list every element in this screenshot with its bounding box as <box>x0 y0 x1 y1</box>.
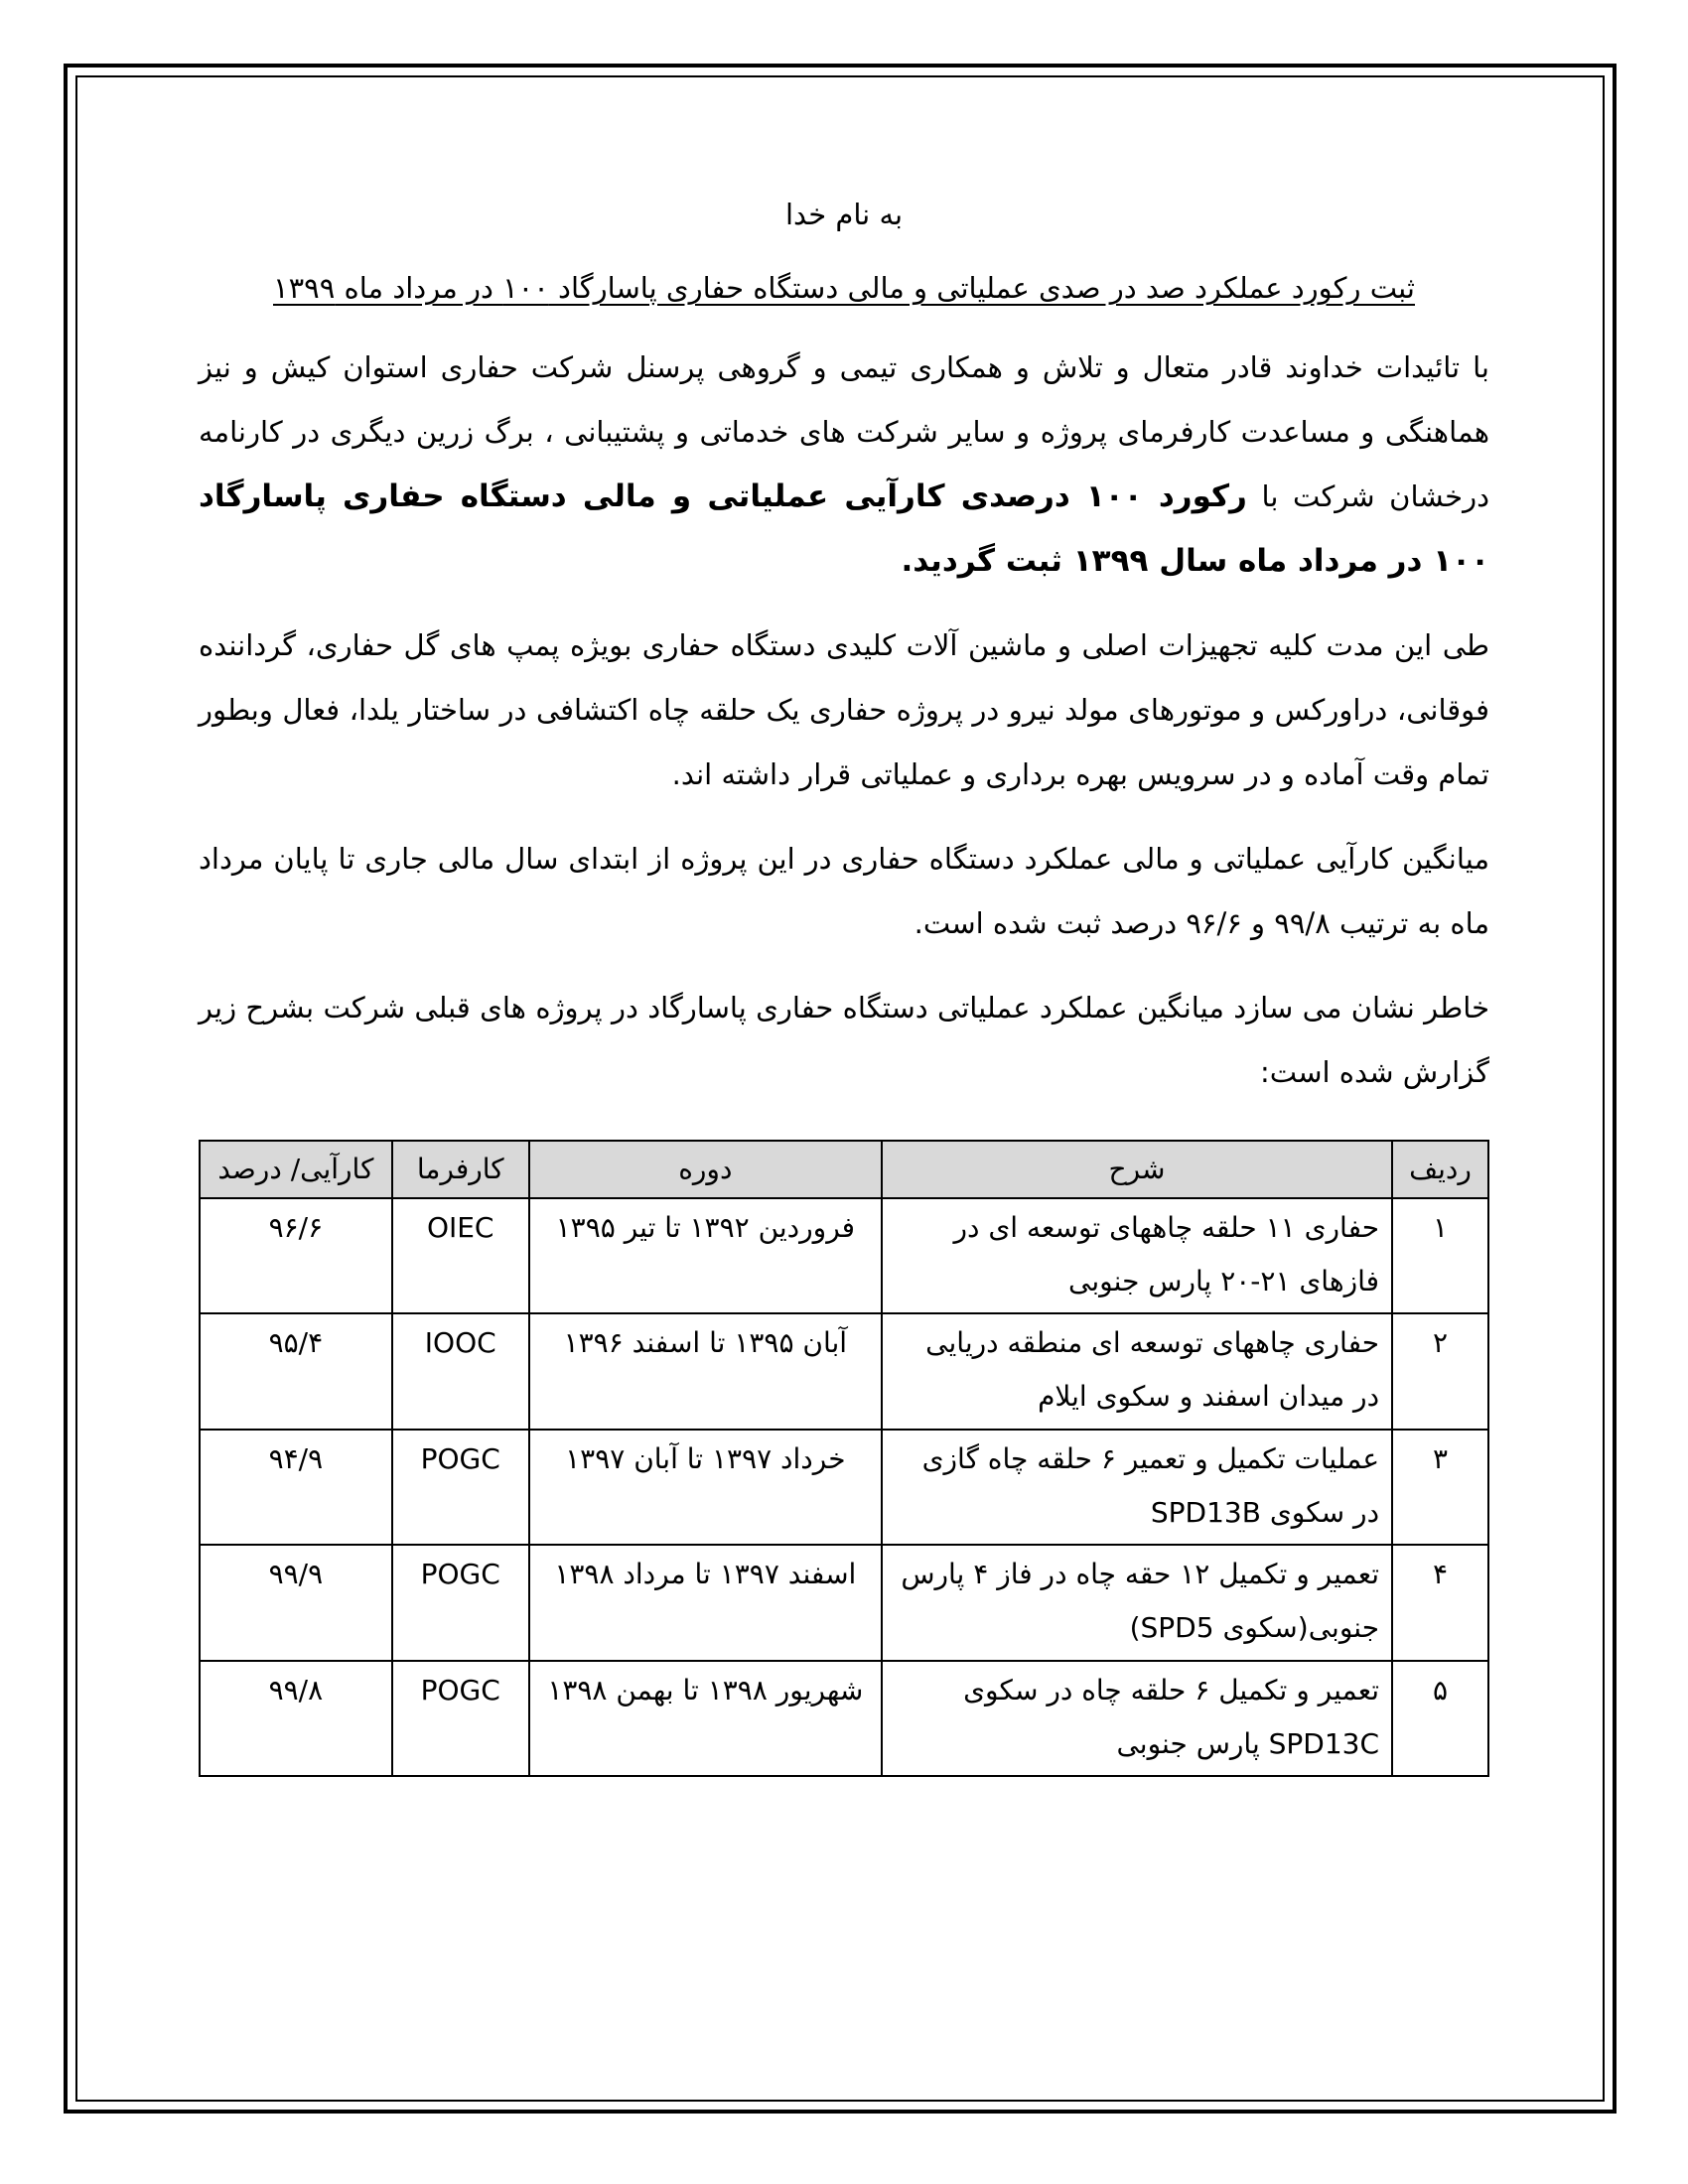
cell-period: فروردین ۱۳۹۲ تا تیر ۱۳۹۵ <box>529 1198 882 1313</box>
paragraph-intro-text: با تائیدات خداوند قادر متعال و تلاش و همکاری تیمی و گروهی پرسنل شرکت حفاری استوان کیش و نیز هماهنگی و مساعدت کارفرمای پروژه و سایر شرکت های خدماتی و پشتیبانی ، برگ زرین دیگری در کارنامه درخشان شرکت با <box>199 350 1489 513</box>
cell-client: OIEC <box>392 1198 529 1313</box>
cell-period: آبان ۱۳۹۵ تا اسفند ۱۳۹۶ <box>529 1313 882 1429</box>
cell-row-number: ۴ <box>1392 1545 1488 1660</box>
cell-row-number: ۳ <box>1392 1430 1488 1545</box>
cell-period: اسفند ۱۳۹۷ تا مرداد ۱۳۹۸ <box>529 1545 882 1660</box>
cell-performance: ۹۹/۸ <box>200 1661 392 1776</box>
cell-client: IOOC <box>392 1313 529 1429</box>
cell-row-number: ۵ <box>1392 1661 1488 1776</box>
document-title: ثبت رکورد عملکرد صد در صدی عملیاتی و مالی دستگاه حفاری پاسارگاد ۱۰۰ در مرداد ماه ۱۳۹۹ <box>273 271 1415 305</box>
table-header-row <box>200 1141 1488 1198</box>
paragraph-intro <box>199 336 1489 594</box>
cell-client: POGC <box>392 1430 529 1545</box>
cell-description: تعمیر و تکمیل ۱۲ حقه چاه در فاز ۴ پارس جنوبی(سکوی SPD5) <box>882 1545 1392 1660</box>
cell-performance: ۹۴/۹ <box>200 1430 392 1545</box>
cell-client: POGC <box>392 1661 529 1776</box>
cell-performance: ۹۵/۴ <box>200 1313 392 1429</box>
header-row-number: ردیف <box>1392 1141 1488 1198</box>
cell-description: حفاری ۱۱ حلقه چاههای توسعه ای در فازهای ۲۱-۲۰ پارس جنوبی <box>882 1198 1392 1313</box>
cell-description: عملیات تکمیل و تعمیر ۶ حلقه چاه گازی در سکوی SPD13B <box>882 1430 1392 1545</box>
cell-row-number: ۲ <box>1392 1313 1488 1429</box>
document-body <box>199 195 1489 1105</box>
cell-description: تعمیر و تکمیل ۶ حلقه چاه در سکوی SPD13C پارس جنوبی <box>882 1661 1392 1776</box>
cell-performance: ۹۹/۹ <box>200 1545 392 1660</box>
header-description: شرح <box>882 1141 1392 1198</box>
header-client: کارفرما <box>392 1141 529 1198</box>
table-row <box>200 1661 1488 1776</box>
header-performance: کارآیی/ درصد <box>200 1141 392 1198</box>
cell-client: POGC <box>392 1545 529 1660</box>
cell-period: خرداد ۱۳۹۷ تا آبان ۱۳۹۷ <box>529 1430 882 1545</box>
header-period: دوره <box>529 1141 882 1198</box>
table-row <box>200 1198 1488 1313</box>
paragraph-equipment: طی این مدت کلیه تجهیزات اصلی و ماشین آلات کلیدی دستگاه حفاری بویژه پمپ های گل حفاری، گرداننده فوقانی، دراورکس و موتورهای مولد نیرو در پروژه حفاری یک حلقه چاه اکتشافی در ساختار یلدا، فعال وبطور تمام وقت آماده و در سرویس بهره برداری و عملیاتی قرار داشته اند. <box>199 628 1489 791</box>
cell-performance: ۹۶/۶ <box>200 1198 392 1313</box>
table-row <box>200 1313 1488 1429</box>
table-row <box>200 1430 1488 1545</box>
performance-table <box>199 1140 1489 1777</box>
paragraph-average: میانگین کارآیی عملیاتی و مالی عملکرد دستگاه حفاری در این پروژه از ابتدای سال مالی جاری تا پایان مرداد ماه به ترتیب ۹۹/۸ و ۹۶/۶ درصد ثبت شده است. <box>199 842 1489 940</box>
paragraph-previous-projects: خاطر نشان می سازد میانگین عملکرد عملیاتی دستگاه حفاری پاسارگاد در پروژه های قبلی شرکت بشرح زیر گزارش شده است: <box>199 991 1489 1089</box>
subtitle-container <box>199 268 1489 308</box>
paragraph-intro-bold: رکورد ۱۰۰ درصدی کارآیی عملیاتی و مالی دستگاه حفاری پاسارگاد ۱۰۰ در مرداد ماه سال ۱۳۹۹ ثبت گردید. <box>199 478 1489 579</box>
page-heading: به نام خدا <box>784 198 904 231</box>
cell-row-number: ۱ <box>1392 1198 1488 1313</box>
cell-description: حفاری چاههای توسعه ای منطقه دریایی در میدان اسفند و سکوی ایلام <box>882 1313 1392 1429</box>
table-row <box>200 1545 1488 1660</box>
cell-period: شهریور ۱۳۹۸ تا بهمن ۱۳۹۸ <box>529 1661 882 1776</box>
